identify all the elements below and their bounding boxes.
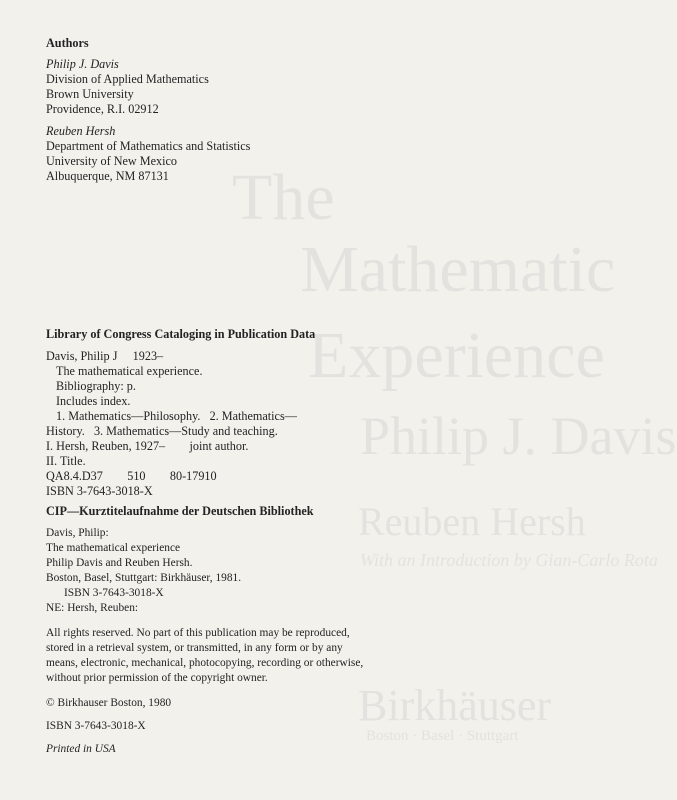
- loc-heading: Library of Congress Cataloging in Publication Data: [46, 327, 316, 341]
- author-affiliation: Albuquerque, NM 87131: [46, 169, 169, 183]
- cip-heading: CIP—Kurztitelaufnahme der Deutschen Bibliothek: [46, 504, 314, 518]
- authors-heading: Authors: [46, 36, 89, 50]
- loc-line: ISBN 3-7643-3018-X: [46, 484, 153, 498]
- ghost-text: Philip J. Davis: [360, 406, 677, 466]
- isbn: ISBN 3-7643-3018-X: [46, 720, 146, 732]
- ghost-text: Experience: [308, 319, 605, 392]
- author-affiliation: Division of Applied Mathematics: [46, 72, 209, 86]
- ghost-text: Mathematic: [300, 233, 616, 306]
- cip-line: Philip Davis and Reuben Hersh.: [46, 557, 193, 569]
- rights-line: All rights reserved. No part of this publication may be reproduced,: [46, 627, 350, 639]
- cip-line: Davis, Philip:: [46, 527, 109, 539]
- ghost-text: With an Introduction by Gian-Carlo Rota: [360, 550, 658, 570]
- ghost-text: Reuben Hersh: [358, 499, 586, 544]
- rights-line: stored in a retrieval system, or transmitted, in any form or by any: [46, 642, 343, 654]
- loc-line: Bibliography: p.: [56, 379, 136, 393]
- author-affiliation: Providence, R.I. 02912: [46, 102, 159, 116]
- cip-line: ISBN 3-7643-3018-X: [64, 587, 164, 599]
- ghost-text: Birkhäuser: [358, 681, 552, 730]
- cip-line: Boston, Basel, Stuttgart: Birkhäuser, 1981.: [46, 572, 242, 584]
- author-affiliation: University of New Mexico: [46, 154, 177, 168]
- author-affiliation: Brown University: [46, 87, 134, 101]
- loc-line: II. Title.: [46, 454, 86, 468]
- loc-line: History. 3. Mathematics—Study and teaching.: [46, 424, 278, 438]
- copyright-notice: © Birkhauser Boston, 1980: [46, 697, 172, 709]
- loc-line: Davis, Philip J 1923–: [46, 349, 164, 363]
- author-name: Reuben Hersh: [46, 124, 116, 138]
- loc-line: The mathematical experience.: [56, 364, 203, 378]
- printed-in: Printed in USA: [46, 743, 116, 755]
- author-name: Philip J. Davis: [46, 57, 119, 71]
- rights-line: means, electronic, mechanical, photocopying, recording or otherwise,: [46, 657, 364, 669]
- loc-line: I. Hersh, Reuben, 1927– joint author.: [46, 439, 249, 453]
- ghost-text: The: [232, 161, 335, 234]
- loc-line: QA8.4.D37 510 80-17910: [46, 469, 217, 483]
- loc-line: Includes index.: [56, 394, 131, 408]
- cip-line: NE: Hersh, Reuben:: [46, 602, 139, 614]
- cip-line: The mathematical experience: [46, 542, 181, 554]
- ghost-text: Boston · Basel · Stuttgart: [366, 728, 519, 744]
- author-affiliation: Department of Mathematics and Statistics: [46, 139, 251, 153]
- loc-line: 1. Mathematics—Philosophy. 2. Mathematics—: [56, 409, 297, 423]
- rights-line: without prior permission of the copyright owner.: [46, 672, 268, 684]
